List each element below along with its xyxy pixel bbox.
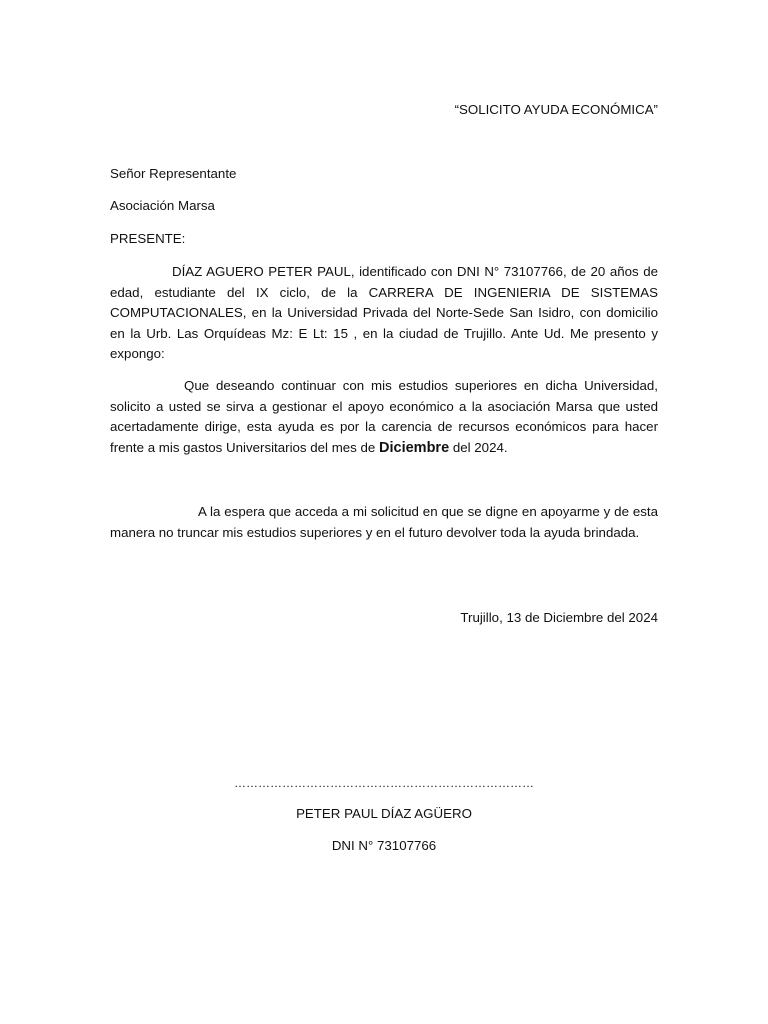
paragraph-introduction	[110, 262, 658, 365]
paragraph-request-end: del 2024.	[449, 439, 508, 455]
signature-dni: DNI N° 73107766	[331, 838, 437, 853]
paragraph-introduction-text: DÍAZ AGUERO PETER PAUL, identificado con DNI N° 73107766, de 20 años de edad, estudiante del IX ciclo, de la CARRERA DE INGENIERIA DE SISTEMAS COMPUTACIONALES, en la Universidad Privada del Norte-Sede San Isidro, con domicilio en la Urb. Las Orquídeas Mz: E Lt: 15 , en la ciudad de Trujillo. Ante Ud. Me presento y expongo:	[110, 264, 658, 361]
paragraph-request-text: Que deseando continuar con mis estudios superiores en dicha Universidad, solicito a usted se sirva a gestionar el apoyo económico a la asociación Marsa que usted acertadamente dirige, esta ayuda es por la carencia de recursos económicos para hacer frente a mis gastos Universitarios del mes de	[110, 378, 658, 455]
signature-line: …………………………………………………………………	[234, 776, 534, 790]
request-month: Diciembre	[379, 439, 450, 456]
recipient-organization: Asociación Marsa	[110, 198, 215, 213]
letter-date: Trujillo, 13 de Diciembre del 2024	[460, 610, 658, 625]
letter-subject: “SOLICITO AYUDA ECONÓMICA”	[454, 102, 658, 117]
paragraph-closing	[110, 502, 658, 543]
recipient-presente: PRESENTE:	[110, 231, 186, 246]
signature-name: PETER PAUL DÍAZ AGÜERO	[296, 806, 472, 821]
paragraph-closing-text: A la espera que acceda a mi solicitud en que se digne en apoyarme y de esta manera no truncar mis estudios superiores y en el futuro devolver toda la ayuda brindada.	[110, 504, 658, 540]
paragraph-request	[110, 376, 658, 458]
recipient-salutation: Señor Representante	[110, 166, 237, 181]
